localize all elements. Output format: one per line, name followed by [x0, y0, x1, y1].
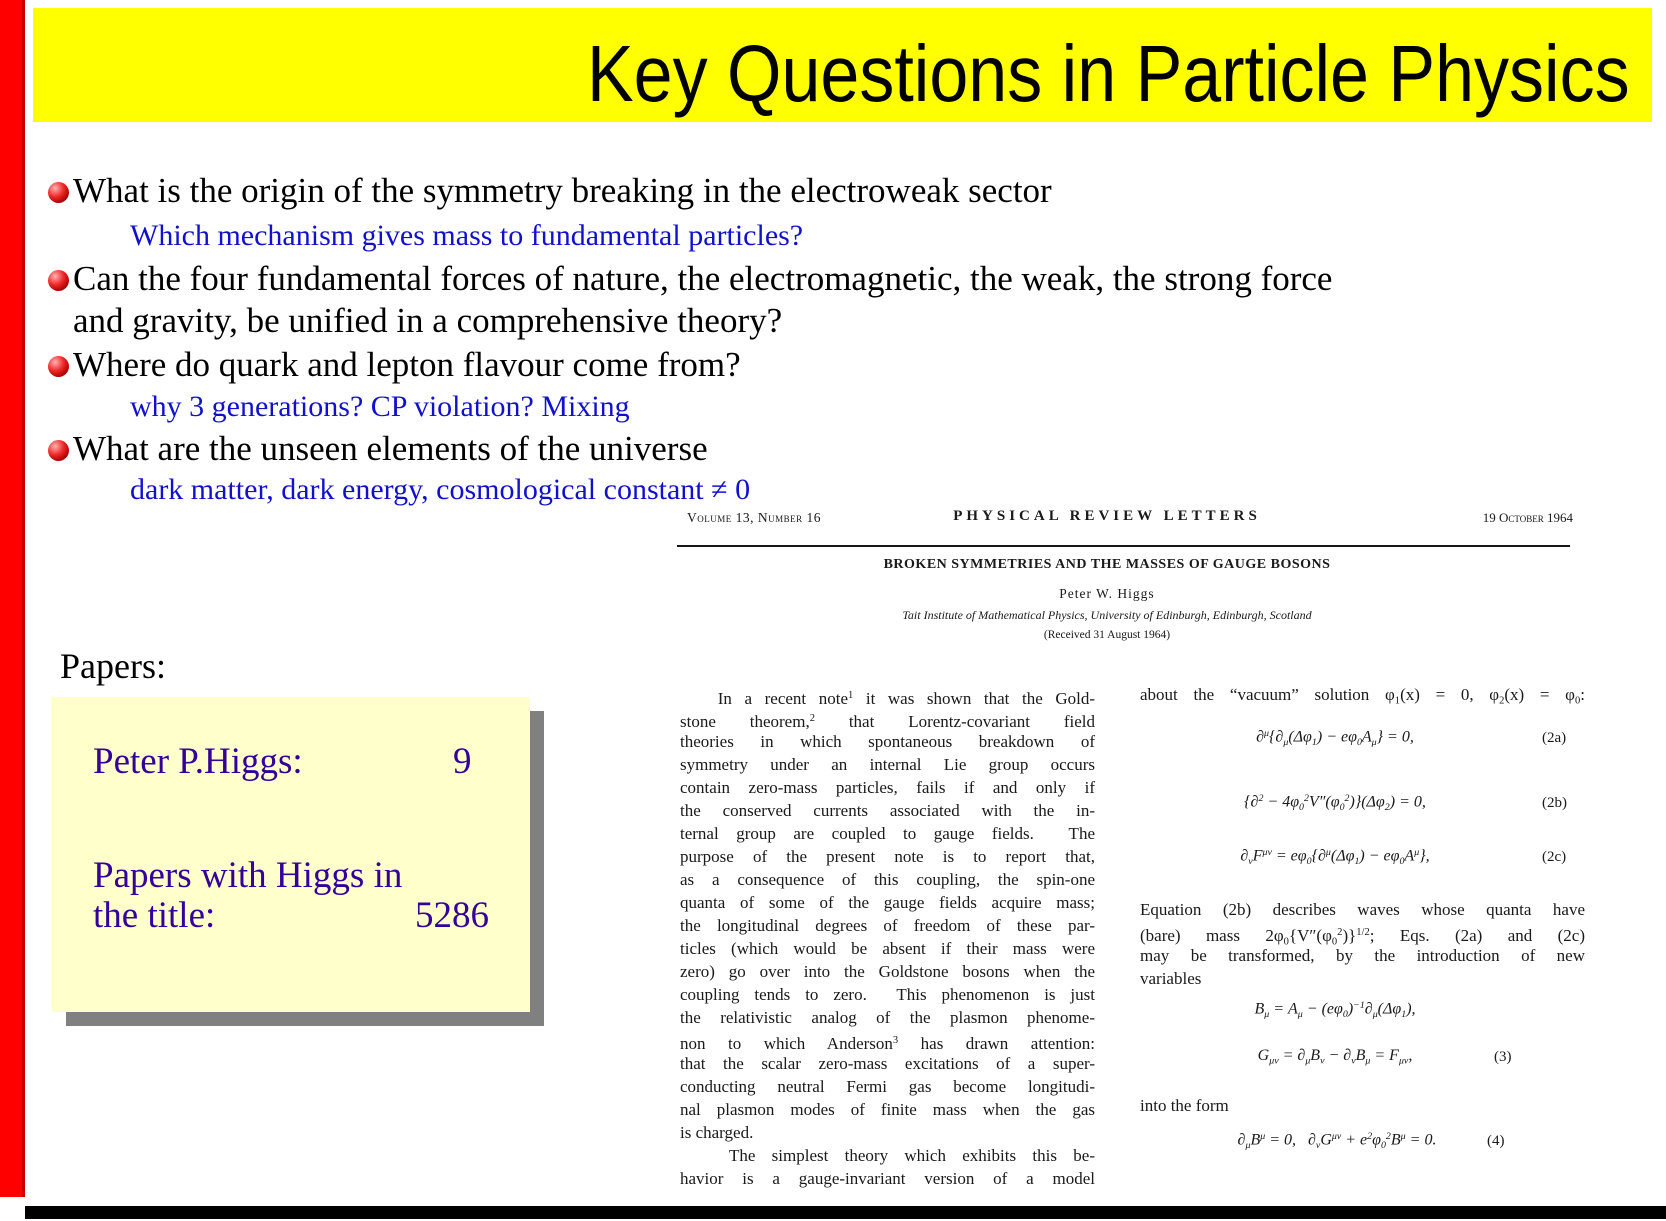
bullet-icon	[48, 182, 69, 203]
article-received: (Received 31 August 1964)	[1043, 629, 1171, 641]
note-row2-label-line1: Papers with Higgs in	[93, 855, 403, 896]
paper-left-column	[680, 684, 1095, 1190]
slide-title: Key Questions in Particle Physics	[587, 29, 1630, 118]
article-title: BROKEN SYMMETRIES AND THE MASSES OF GAUGE BOSONS	[883, 557, 1331, 572]
paper-left-line: conducting neutral Fermi gas become longitudi-	[680, 1077, 1095, 1096]
equation-tag-4: (4)	[1487, 1133, 1505, 1149]
paper-left-line: havior is a gauge-invariant version of a model	[680, 1169, 1095, 1188]
header-rule	[677, 545, 1570, 547]
paper-left-line: non to which Anderson$^3$ has drawn attention:	[680, 1033, 1095, 1053]
bullet-question-2-line2: and gravity, be unified in a comprehensive theory?	[73, 301, 783, 340]
papers-count-note	[52, 697, 530, 1012]
paper-left-line: contain zero-mass particles, fails if and only if	[680, 778, 1095, 797]
note-row1-value: 9	[453, 741, 472, 782]
paper-left-line: is charged.	[680, 1123, 754, 1142]
bullet-icon	[48, 356, 69, 377]
paper-left-line: theories in which spontaneous breakdown of	[680, 732, 1095, 751]
paper-left-line: the longitudinal degrees of freedom of these par-	[680, 916, 1095, 935]
paper-left-line: ternal group are coupled to gauge fields. The	[680, 824, 1095, 843]
equation-2b: $\{\partial^2 - 4\varphi_0^2V''(\varphi_0^2)\}(\Delta\varphi_2) = 0$,	[1244, 793, 1426, 813]
equation-tag-2c: (2c)	[1542, 849, 1567, 865]
equation-2a: $\partial^\mu\{\partial_\mu(\Delta\varphi_1) - e\varphi_0A_\mu\} = 0$,	[1256, 728, 1414, 748]
paper-left-line: zero) go over into the Goldstone bosons when the	[680, 962, 1095, 981]
sub-bullet-3: why 3 generations? CP violation? Mixing	[130, 390, 630, 423]
sub-bullet-4: dark matter, dark energy, cosmological constant ≠ 0	[130, 473, 751, 506]
equation-B: $B_\mu = A_\mu - (e\varphi_0)^{-1}\partial_\mu(\Delta\varphi_1)$,	[1254, 1000, 1416, 1020]
paper-right-line: Equation (2b) describes waves whose quanta have	[1140, 900, 1585, 919]
paper-left-line: that the scalar zero-mass excitations of a super-	[680, 1054, 1095, 1073]
article-affiliation: Tait Institute of Mathematical Physics, University of Edinburgh, Edinburgh, Scotland	[902, 608, 1312, 622]
paper-right-intro: about the “vacuum” solution $\varphi_1(x) = 0$, $\varphi_2(x) = \varphi_0$:	[1140, 685, 1585, 707]
bottom-rule	[25, 1206, 1666, 1219]
paper-right-line: variables	[1140, 969, 1202, 988]
paper-left-line: purpose of the present note is to report that,	[680, 847, 1095, 866]
paper-left-line: coupling tends to zero. This phenomenon is just	[680, 985, 1095, 1004]
bullet-question-3: Where do quark and lepton flavour come from?	[73, 345, 741, 384]
equation-tag-2a: (2a)	[1542, 730, 1567, 746]
title-banner	[33, 8, 1652, 122]
paper-left-line: as a consequence of this coupling, the spin-one	[680, 870, 1095, 889]
equation-4: $\partial_\mu B^\mu = 0$, $\partial_\nu G^{\mu\nu} + e^2\varphi_0^2B^\mu = 0$.	[1237, 1131, 1437, 1151]
article-author: Peter W. Higgs	[1059, 586, 1155, 601]
bullet-question-1: What is the origin of the symmetry breaking in the electroweak sector	[73, 171, 1052, 210]
bullet-question-2-line1: Can the four fundamental forces of nature, the electromagnetic, the weak, the strong force	[73, 259, 1333, 298]
paper-left-line: The simplest theory which exhibits this be-	[680, 1146, 1095, 1165]
paper-right-paragraph	[1140, 898, 1585, 990]
equation-2c: $\partial_\nu F^{\mu\nu} = e\varphi_0\{\partial^\mu(\Delta\varphi_1) - e\varphi_0A^\mu\}$,	[1240, 847, 1430, 867]
equation-tag-3: (3)	[1494, 1049, 1512, 1065]
equation-tag-2b: (2b)	[1542, 795, 1567, 811]
scanned-paper-image	[632, 500, 1585, 1200]
journal-volume: Volume 13, Number 16	[687, 510, 822, 525]
bullet-icon	[48, 270, 69, 291]
note-row2-value: 5286	[415, 895, 489, 936]
paper-left-line: the conserved currents associated with the in-	[680, 801, 1095, 820]
paper-left-line: nal plasmon modes of finite mass when the gas	[680, 1100, 1095, 1119]
bullet-question-4: What are the unseen elements of the universe	[73, 429, 708, 468]
paper-left-line: symmetry under an internal Lie group occurs	[680, 755, 1095, 774]
paper-right-line: (bare) mass $2\varphi_0\{V''(\varphi_0^2)\}^{1/2}$; Eqs. (2a) and (2c)	[1140, 925, 1585, 948]
paper-left-line: ticles (which would be absent if their mass were	[680, 939, 1095, 958]
sub-bullet-1: Which mechanism gives mass to fundamental particles?	[130, 219, 804, 252]
note-row2-label-line2: the title:	[93, 895, 216, 936]
papers-heading: Papers:	[60, 646, 166, 686]
journal-name: PHYSICAL REVIEW LETTERS	[953, 508, 1261, 524]
left-accent-stripe	[0, 0, 25, 1197]
paper-right-line: may be transformed, by the introduction of new	[1140, 946, 1585, 965]
bullet-icon	[48, 440, 69, 461]
paper-left-line: In a recent note$^1$ it was shown that the Gold-	[680, 688, 1095, 708]
paper-left-line: quanta of some of the gauge fields acquire mass;	[680, 893, 1095, 912]
note-row1-label: Peter P.Higgs:	[93, 741, 303, 782]
paper-left-line: stone theorem,$^2$ that Lorentz-covariant field	[680, 711, 1095, 731]
journal-date: 19 October 1964	[1482, 510, 1573, 525]
equation-G: $G_{\mu\nu} = \partial_\mu B_\nu - \partial_\nu B_\mu = F_{\mu\nu}$,	[1257, 1047, 1413, 1067]
paper-left-line: the relativistic analog of the plasmon phenome-	[680, 1008, 1095, 1027]
paper-into-form-text: into the form	[1140, 1096, 1229, 1115]
